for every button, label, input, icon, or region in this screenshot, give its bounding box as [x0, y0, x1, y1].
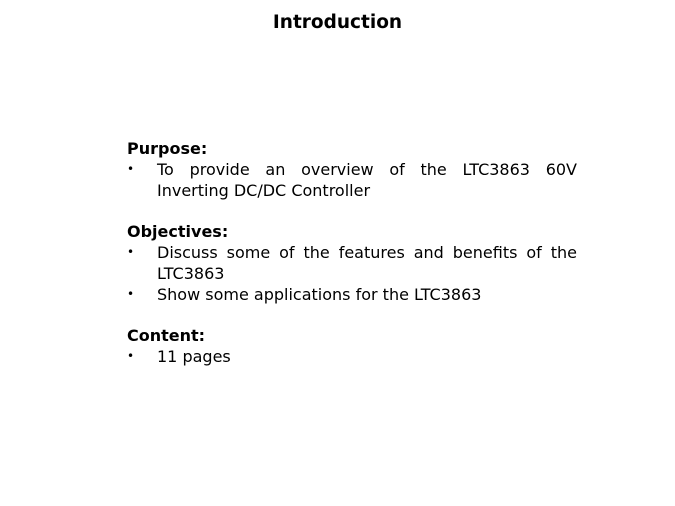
list-item	[127, 346, 577, 367]
bullet-icon: •	[127, 162, 135, 176]
list-item	[127, 159, 577, 201]
list-item-text: Show some applications for the LTC3863	[157, 285, 482, 304]
list-item-text: To provide an overview of the LTC3863 60V Inverting DC/DC Controller	[157, 160, 577, 200]
list-item-text: Discuss some of the features and benefits of the LTC3863	[157, 243, 577, 283]
bullet-icon: •	[127, 287, 135, 301]
bullet-icon: •	[127, 245, 135, 259]
slide-title: Introduction	[272, 12, 403, 33]
purpose-list	[127, 159, 577, 201]
bullet-icon: •	[127, 349, 135, 363]
content-heading: Content:	[127, 326, 206, 345]
list-item	[127, 242, 577, 284]
content-section	[127, 325, 567, 367]
slide-content	[127, 138, 577, 387]
objectives-list	[127, 242, 577, 305]
purpose-heading: Purpose:	[127, 139, 208, 158]
list-item-text: 11 pages	[157, 347, 231, 366]
content-list	[127, 346, 567, 367]
list-item	[127, 284, 577, 305]
purpose-section	[127, 138, 577, 201]
objectives-heading: Objectives:	[127, 222, 229, 241]
objectives-section	[127, 221, 577, 305]
